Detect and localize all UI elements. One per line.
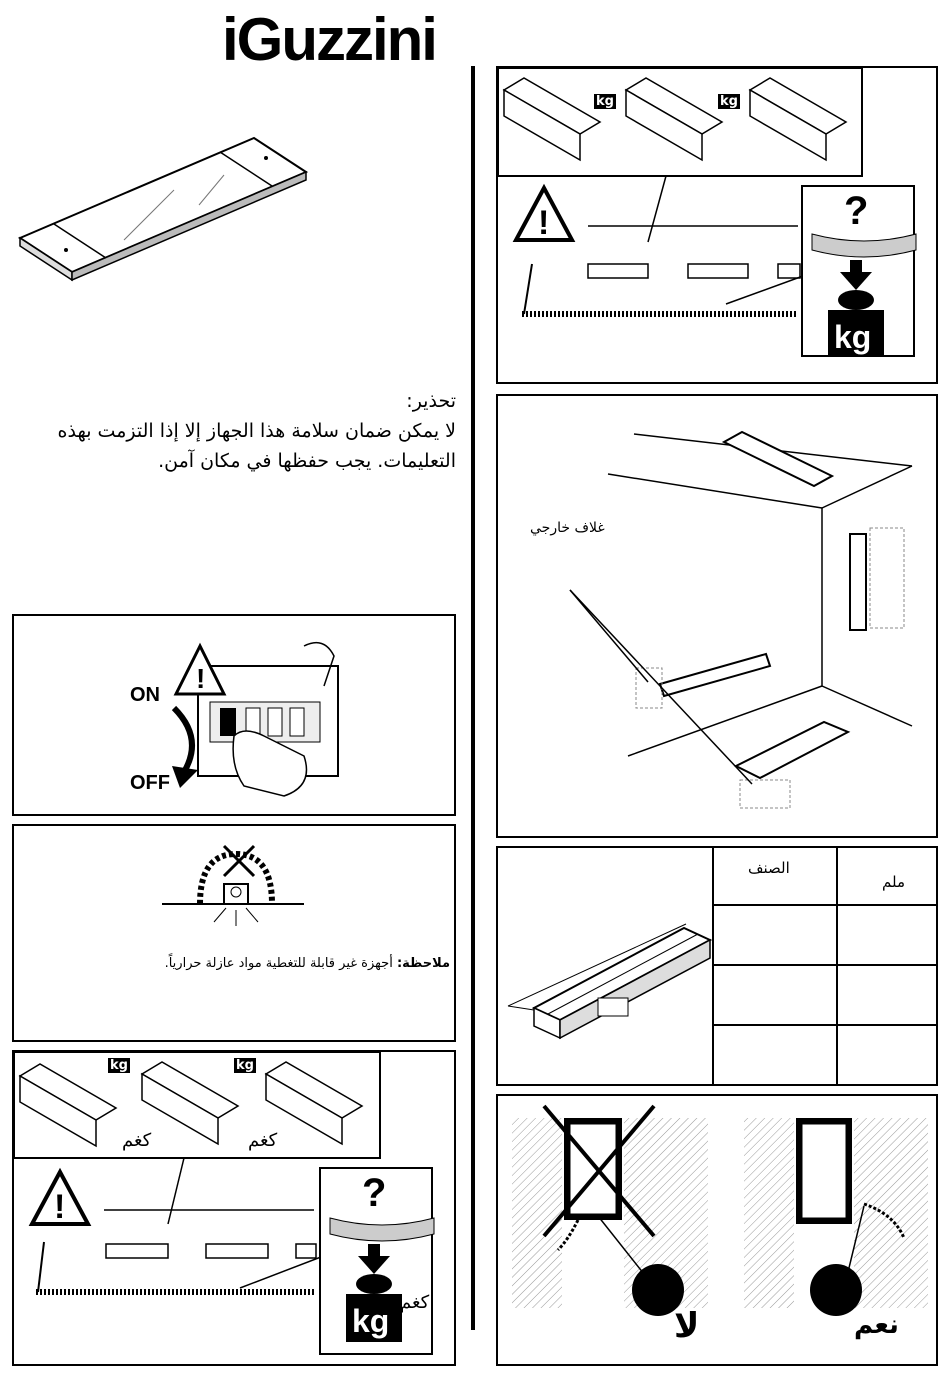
kg-badge: kg bbox=[236, 1058, 254, 1073]
svg-text:!: ! bbox=[538, 204, 550, 242]
no-label: لا bbox=[674, 1306, 700, 1346]
unit-label: كغم bbox=[122, 1130, 152, 1151]
spec-table bbox=[712, 847, 936, 1084]
product-panel-illustration bbox=[14, 130, 314, 290]
svg-text:kg: kg bbox=[834, 319, 872, 355]
no-insulation-illustration bbox=[14, 826, 454, 946]
svg-text:?: ? bbox=[362, 1171, 387, 1215]
table-header-mm: ملم bbox=[882, 873, 905, 891]
on-label: ON bbox=[130, 684, 160, 706]
weight-illustration-top bbox=[498, 68, 936, 382]
yes-label: نعم bbox=[854, 1310, 899, 1340]
column-divider bbox=[471, 66, 475, 1330]
off-label: OFF bbox=[130, 772, 170, 794]
unit-label: كغم bbox=[248, 1130, 278, 1151]
note-label: ملاحظة: bbox=[396, 956, 450, 971]
kg-weight-text: kg bbox=[352, 1303, 390, 1339]
svg-text:!: ! bbox=[54, 1188, 66, 1226]
unit-label: كغم bbox=[400, 1292, 430, 1313]
brand-logo: iGuzzini bbox=[222, 6, 436, 73]
weight-panel-top bbox=[496, 66, 938, 384]
switch-off-illustration bbox=[14, 616, 454, 814]
svg-text:?: ? bbox=[844, 189, 869, 233]
weight-illustration-bottom bbox=[14, 1052, 454, 1364]
kg-badge: kg bbox=[596, 94, 614, 109]
table-header-type: الصنف bbox=[748, 859, 790, 877]
kg-badge: kg bbox=[720, 94, 738, 109]
insulation-note bbox=[22, 956, 450, 971]
insulation-note-panel bbox=[12, 824, 456, 1042]
warning-title: تحذير: bbox=[406, 390, 456, 412]
fixture-illustration bbox=[498, 848, 712, 1084]
installation-panel bbox=[496, 394, 938, 838]
install-compare-panel bbox=[496, 1094, 938, 1366]
kg-badge: kg bbox=[110, 1058, 128, 1073]
installation-illustration bbox=[498, 396, 936, 836]
warning-body: لا يمكن ضمان سلامة هذا الجهاز إلا إذا التزمت بهذه التعليمات. يجب حفظها في مكان آمن. bbox=[57, 420, 456, 472]
svg-text:!: ! bbox=[196, 663, 206, 694]
switch-off-panel bbox=[12, 614, 456, 816]
weight-panel-bottom bbox=[12, 1050, 456, 1366]
outer-casing-label: غلاف خارجي bbox=[530, 520, 605, 536]
note-text: أجهزة غير قابلة للتغطية مواد عازلة حرارياً. bbox=[164, 956, 393, 971]
